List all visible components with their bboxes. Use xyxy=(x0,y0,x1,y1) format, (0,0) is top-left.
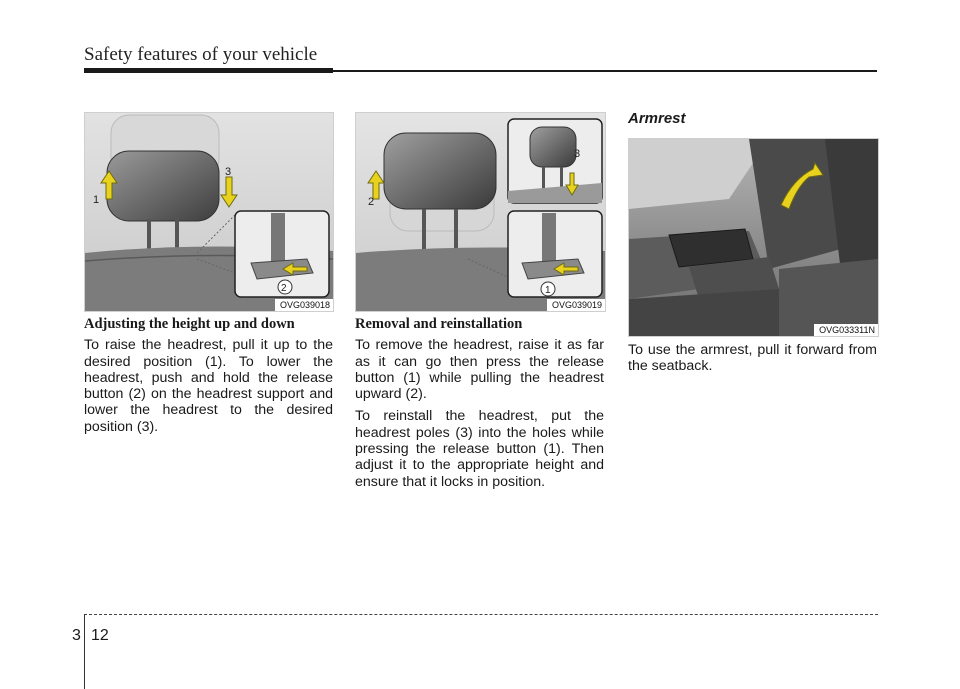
removal-section xyxy=(355,316,604,496)
headrest-removal-figure xyxy=(355,112,606,312)
figure-code: OVG039018 xyxy=(275,299,333,311)
header-rule-thick xyxy=(84,68,333,73)
adjust-height-heading: Adjusting the height up and down xyxy=(84,316,295,332)
callout-3: 3 xyxy=(574,148,581,160)
figure-code: OVG033311N xyxy=(814,324,878,336)
header-rule-thin xyxy=(333,70,877,72)
armrest-figure xyxy=(628,138,879,337)
removal-body-1: To remove the headrest, raise it as far as it can go then press the release button (1) while pulling the headrest upward (2). xyxy=(355,337,604,403)
headrest-height-illustration xyxy=(85,113,333,311)
removal-body-2: To reinstall the headrest, put the headrest poles (3) into the holes while pressing the release button (1). Then adjust it to the appropriate height and ensure that it locks in position. xyxy=(355,408,604,490)
headrest-removal-illustration xyxy=(356,113,605,311)
callout-1: 1 xyxy=(93,194,100,206)
callout-2: 2 xyxy=(368,196,375,208)
figure-code: OVG039019 xyxy=(547,299,605,311)
page-header-title: Safety features of your vehicle xyxy=(84,44,318,65)
callout-2: 2 xyxy=(281,283,287,294)
callout-1: 1 xyxy=(545,285,551,296)
page-number: 12 xyxy=(91,627,109,644)
removal-heading: Removal and reinstallation xyxy=(355,316,523,332)
footer-rule xyxy=(84,614,878,615)
headrest-height-figure xyxy=(84,112,334,312)
armrest-body: To use the armrest, pull it forward from the seatback. xyxy=(628,342,877,375)
adjust-height-body: To raise the headrest, pull it up to the desired position (1). To lower the headrest, push and hold the release button (2) on the headrest support and lower the headrest to the desired position (3). xyxy=(84,337,333,435)
armrest-illustration xyxy=(629,139,878,336)
footer-divider xyxy=(84,614,85,689)
armrest-section xyxy=(628,342,877,381)
chapter-number: 3 xyxy=(72,627,81,644)
armrest-title: Armrest xyxy=(628,110,686,127)
callout-3: 3 xyxy=(225,166,232,178)
adjust-height-section xyxy=(84,316,333,441)
